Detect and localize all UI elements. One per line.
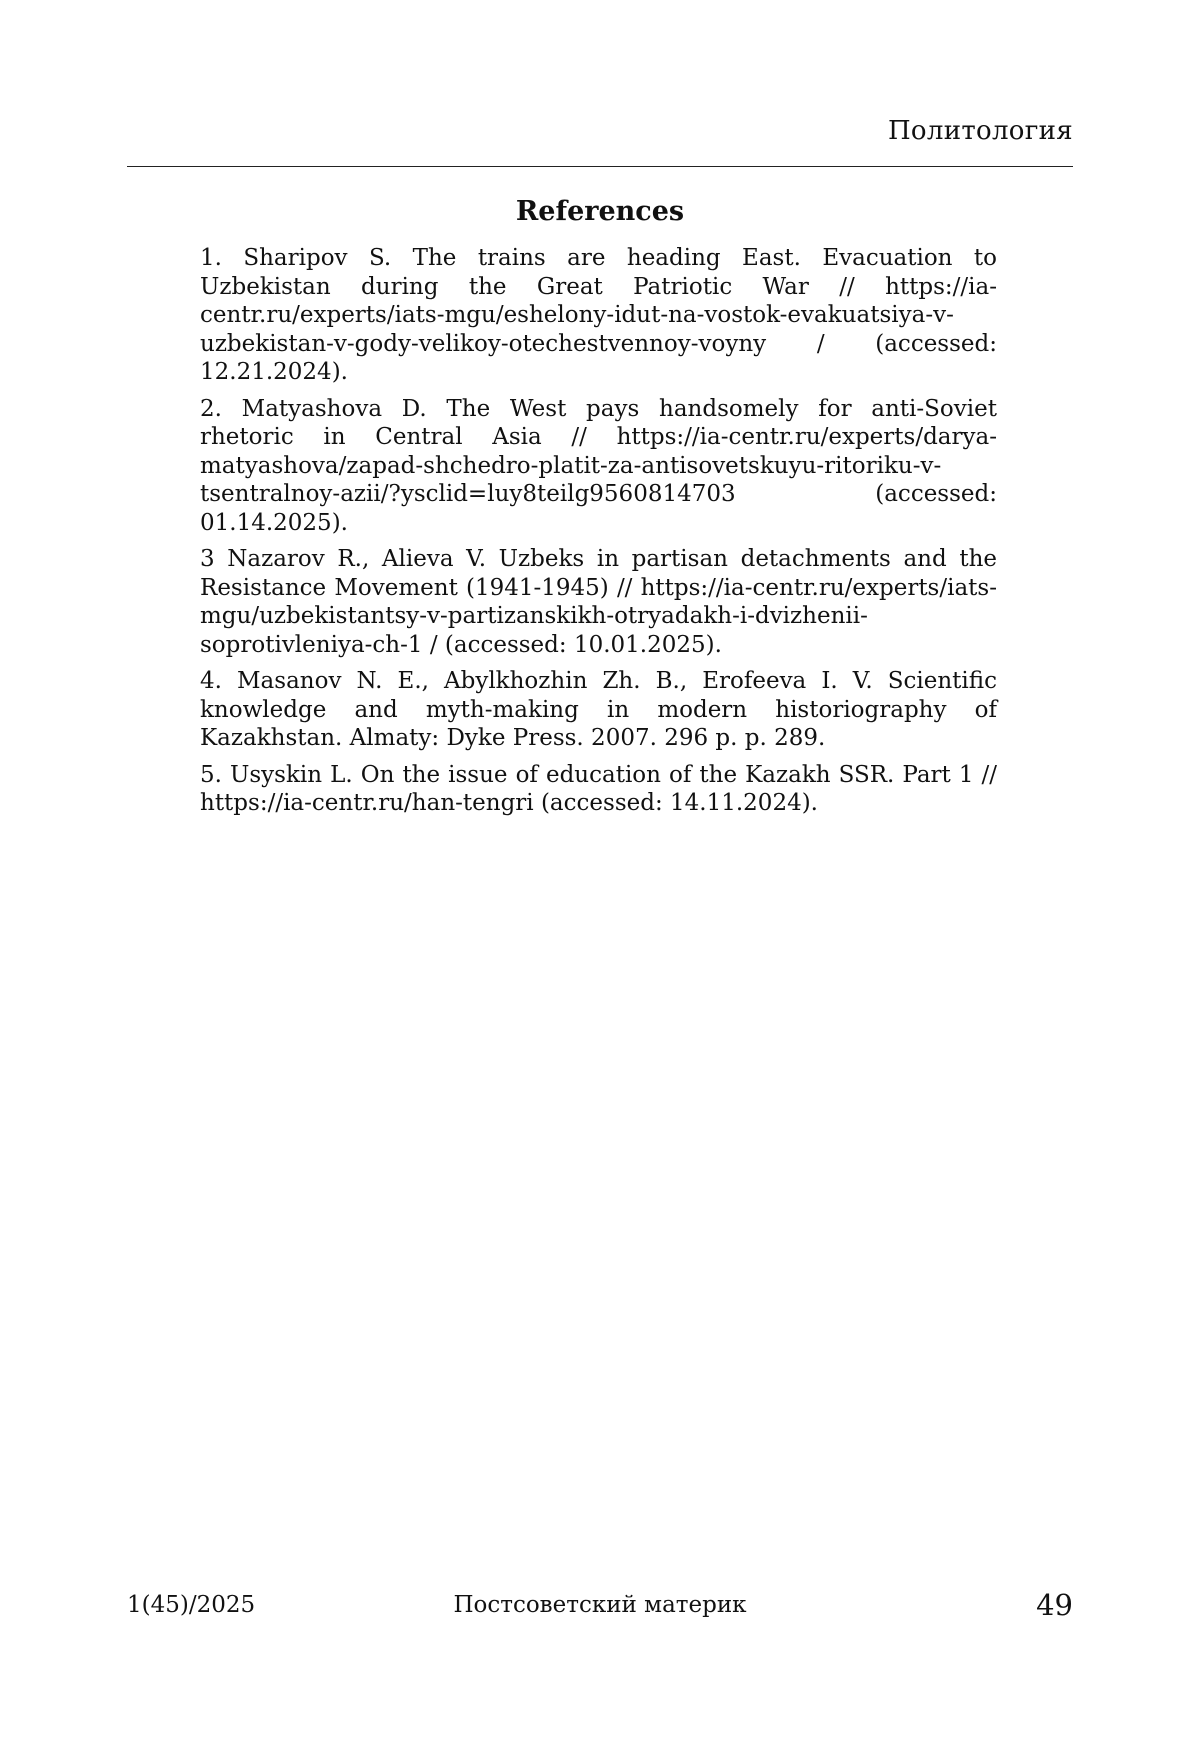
references-list <box>200 244 997 826</box>
reference-item-4: 4. Masanov N. E., Abylkhozhin Zh. B., Erofeeva I. V. Scientific knowledge and myth-making in modern historiography of Kazakhstan. Almaty: Dyke Press. 2007. 296 p. p. 289. <box>200 668 997 751</box>
reference-item-1: 1. Sharipov S. The trains are heading East. Evacuation to Uzbekistan during the Great Patriotic War // https://ia-centr.ru/experts/iats-mgu/eshelony-idut-na-vostok-evakuatsiya-v-uzbekistan-v-gody-velikoy-otechestvennoy-voyny / (accessed: 12.21.2024). <box>200 245 997 385</box>
references-heading: References <box>515 196 685 227</box>
header-divider <box>127 166 1073 167</box>
reference-item-3: 3 Nazarov R., Alieva V. Uzbeks in partisan detachments and the Resistance Movement (1941-1945) // https://ia-centr.ru/experts/iats-mgu/uzbekistantsy-v-partizanskikh-otryadakh-i-dvizhenii-soprotivleniya-ch-1 / (accessed: 10.01.2025). <box>200 546 997 658</box>
reference-item-5: 5. Usyskin L. On the issue of education of the Kazakh SSR. Part 1 // https://ia-centr.ru/han-tengri (accessed: 14.11.2024). <box>200 761 997 816</box>
reference-item-2: 2. Matyashova D. The West pays handsomely for anti-Soviet rhetoric in Central Asia // https://ia-centr.ru/experts/darya-matyashova/zapad-shchedro-platit-za-antisovetskuyu-ritoriku-v-tsentralnoy-azii/?ysclid=luy8teilg9560814703 (accessed: 01.14.2025). <box>200 395 997 536</box>
running-head-title: Политология <box>887 116 1073 146</box>
journal-name: Постсоветский материк <box>453 1592 747 1618</box>
page-footer <box>127 1588 1073 1628</box>
issue-number: 1(45)/2025 <box>127 1592 256 1618</box>
page-number: 49 <box>1036 1588 1073 1622</box>
